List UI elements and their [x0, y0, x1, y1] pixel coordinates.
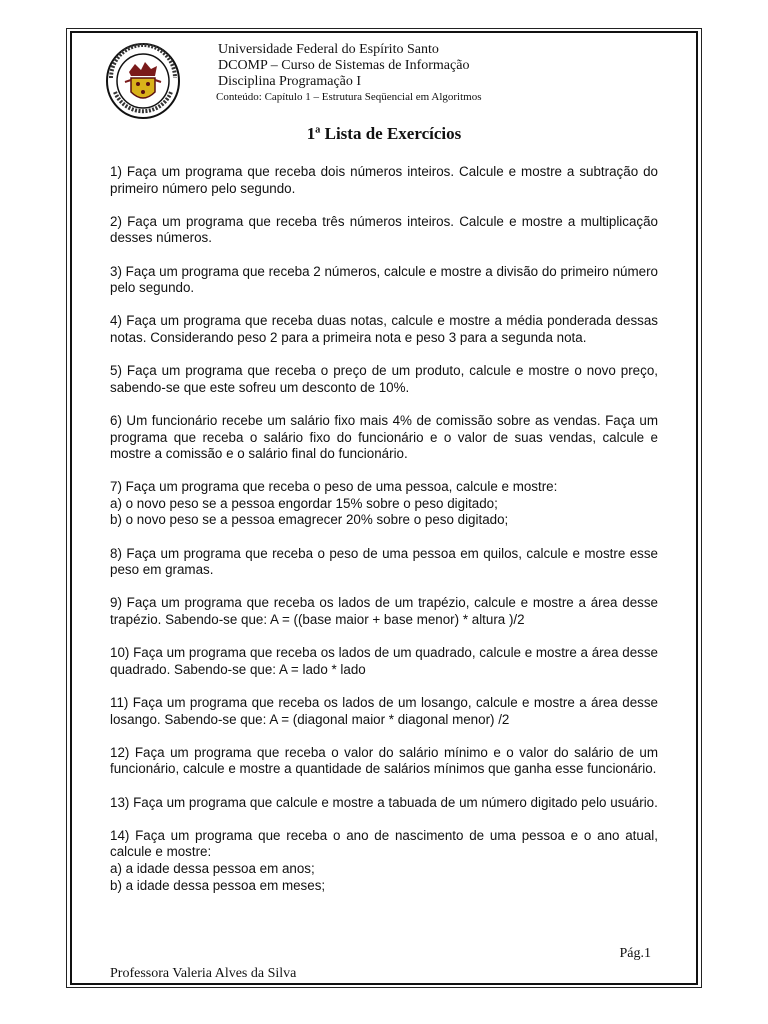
page-number: Pág.1	[619, 946, 651, 961]
exercise-text: 8) Faça um programa que receba o peso de uma pessoa em quilos, calcule e mostre esse peso em gramas.	[110, 545, 658, 578]
exercise-item	[110, 214, 658, 247]
university-seal-logo	[105, 42, 181, 120]
exercise-text: 3) Faça um programa que receba 2 números, calcule e mostre a divisão do primeiro número pelo segundo.	[110, 263, 658, 296]
exercise-text: 2) Faça um programa que receba três números inteiros. Calcule e mostre a multiplicação desses números.	[110, 213, 658, 246]
exercise-item	[110, 164, 658, 197]
exercise-subitem: a) a idade dessa pessoa em anos;	[110, 860, 315, 876]
exercise-item	[110, 546, 658, 579]
department-name: DCOMP – Curso de Sistemas de Informação	[218, 58, 470, 73]
exercise-item	[110, 363, 658, 396]
exercise-item	[110, 595, 658, 628]
exercise-text: 12) Faça um programa que receba o valor do salário mínimo e o valor do salário de um funcionário, calcule e mostre a quantidade de salários mínimos que ganha esse funcionário.	[110, 744, 658, 777]
exercise-item	[110, 828, 658, 894]
exercise-text: 13) Faça um programa que calcule e mostre a tabuada de um número digitado pelo usuário.	[110, 794, 658, 810]
exercise-subitem: a) o novo peso se a pessoa engordar 15% sobre o peso digitado;	[110, 495, 498, 511]
exercise-text: 4) Faça um programa que receba duas notas, calcule e mostre a média ponderada dessas notas. Considerando peso 2 para a primeira nota e peso 3 para a segunda nota.	[110, 313, 658, 345]
university-name: Universidade Federal do Espírito Santo	[218, 42, 439, 57]
document-header	[218, 42, 482, 104]
exercise-text: 6) Um funcionário recebe um salário fixo mais 4% de comissão sobre as vendas. Faça um programa que receba o salário fixo do funcionário e o valor de suas vendas, calcule e mostre a comissão e o salário final do funcionário.	[110, 412, 658, 462]
exercise-item	[110, 695, 658, 728]
exercise-item	[110, 645, 658, 678]
exercise-text: 14) Faça um programa que receba o ano de nascimento de uma pessoa e o ano atual, calcule e mostre:	[110, 827, 658, 860]
exercise-item	[110, 479, 658, 529]
exercise-text: 5) Faça um programa que receba o preço de um produto, calcule e mostre o novo preço, sabendo-se que este sofreu um desconto de 10%.	[110, 363, 658, 395]
exercise-text: 7) Faça um programa que receba o peso de uma pessoa, calcule e mostre:	[110, 479, 558, 495]
exercise-item	[110, 413, 658, 463]
exercise-text: 9) Faça um programa que receba os lados de um trapézio, calcule e mostre a área desse trapézio. Sabendo-se que: A = ((base maior + base menor) * altura )/2	[110, 595, 658, 628]
discipline-name: Disciplina Programação I	[218, 74, 362, 89]
exercise-item	[110, 313, 658, 346]
footer-author: Professora Valeria Alves da Silva	[110, 966, 297, 981]
exercise-text: 1) Faça um programa que receba dois números inteiros. Calcule e mostre a subtração do primeiro número pelo segundo.	[110, 164, 658, 196]
exercise-list-title: 1ª Lista de Exercícios	[306, 124, 462, 143]
exercise-subitem: b) a idade dessa pessoa em meses;	[110, 877, 326, 893]
exercise-item	[110, 745, 658, 778]
content-subtitle: Conteúdo: Capítulo 1 – Estrutura Seqüencial em Algoritmos	[216, 91, 482, 103]
exercise-item	[110, 264, 658, 297]
exercise-list	[110, 164, 658, 911]
exercise-item	[110, 795, 658, 812]
exercise-subitem: b) o novo peso se a pessoa emagrecer 20% sobre o peso digitado;	[110, 512, 509, 528]
exercise-text: 10) Faça um programa que receba os lados de um quadrado, calcule e mostre a área desse quadrado. Sabendo-se que: A = lado * lado	[110, 645, 658, 677]
exercise-text: 11) Faça um programa que receba os lados de um losango, calcule e mostre a área desse losango. Sabendo-se que: A = (diagonal maior * diagonal menor) /2	[110, 695, 658, 727]
